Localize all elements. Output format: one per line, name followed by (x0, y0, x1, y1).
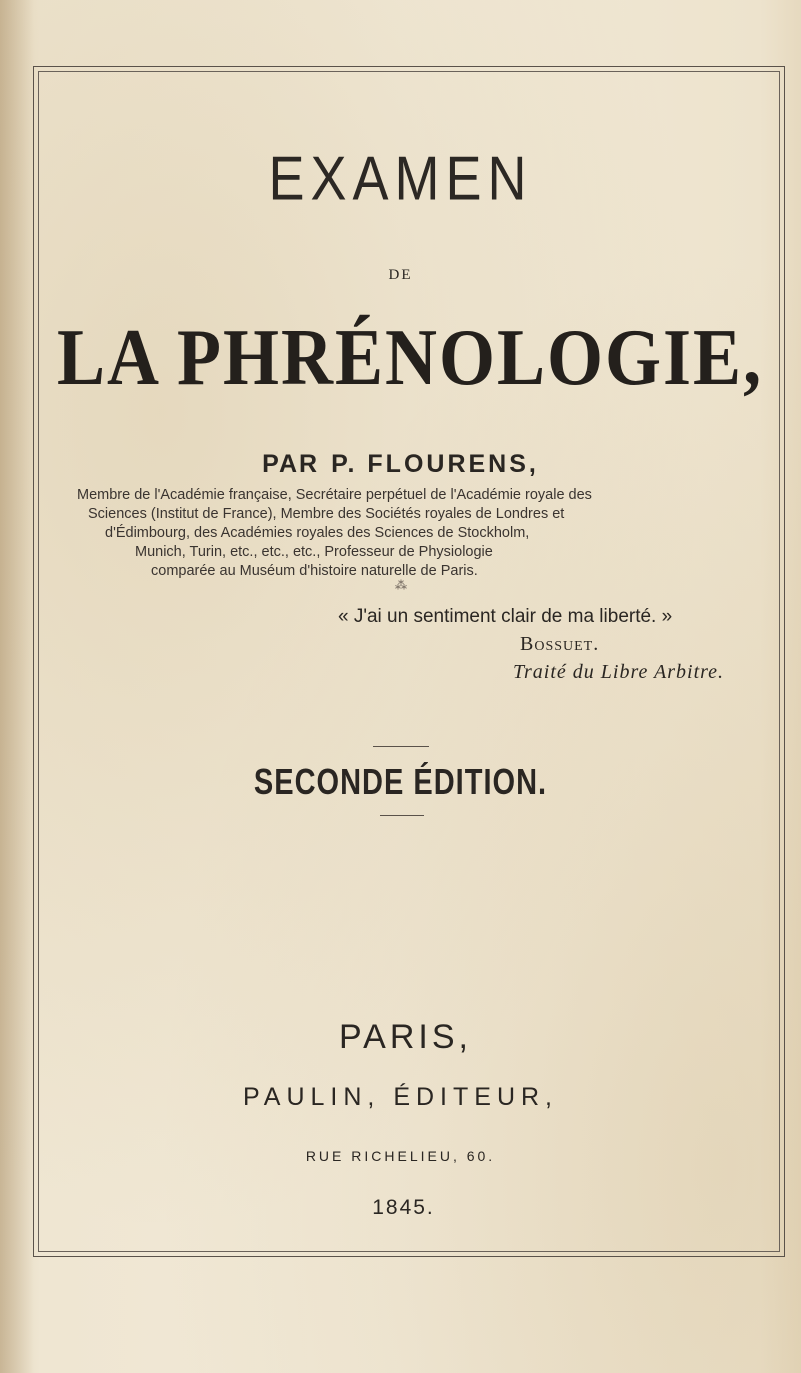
credentials-line: Munich, Turin, etc., etc., etc., Professeur de Physiologie (135, 544, 493, 560)
author-name: P. FLOURENS, (331, 450, 539, 478)
title-word-de: DE (388, 267, 413, 283)
epigraph-work: Traité du Libre Arbitre. (513, 661, 725, 683)
imprint-publisher: PAULIN, ÉDITEUR, (242, 1083, 559, 1111)
divider-rule (373, 746, 429, 747)
credentials-line: d'Édimbourg, des Académies royales des Sciences de Stockholm, (105, 525, 530, 541)
divider-rule (380, 815, 424, 816)
author-line (0, 450, 801, 479)
imprint-year: 1845. (372, 1196, 435, 1219)
ornament-asterism-icon: ⁂ (395, 578, 407, 592)
imprint-city: PARIS, (339, 1018, 472, 1056)
imprint-address: RUE RICHELIEU, 60. (305, 1148, 496, 1164)
author-credentials (60, 486, 750, 581)
author-prefix: PAR (262, 450, 320, 478)
main-title: LA PHRÉNOLOGIE, (56, 312, 764, 402)
epigraph-quote: « J'ai un sentiment clair de ma liberté. » (338, 606, 673, 627)
credentials-line: Sciences (Institut de France), Membre des Sociétés royales de Londres et (88, 506, 565, 522)
edition-label: SECONDE ÉDITION. (253, 762, 548, 803)
epigraph-author: Bossuet. (520, 633, 600, 655)
credentials-line: Membre de l'Académie française, Secrétaire perpétuel de l'Académie royale des (77, 487, 592, 503)
title-word-examen: EXAMEN (268, 144, 533, 214)
credentials-line: comparée au Muséum d'histoire naturelle de Paris. (151, 563, 478, 579)
